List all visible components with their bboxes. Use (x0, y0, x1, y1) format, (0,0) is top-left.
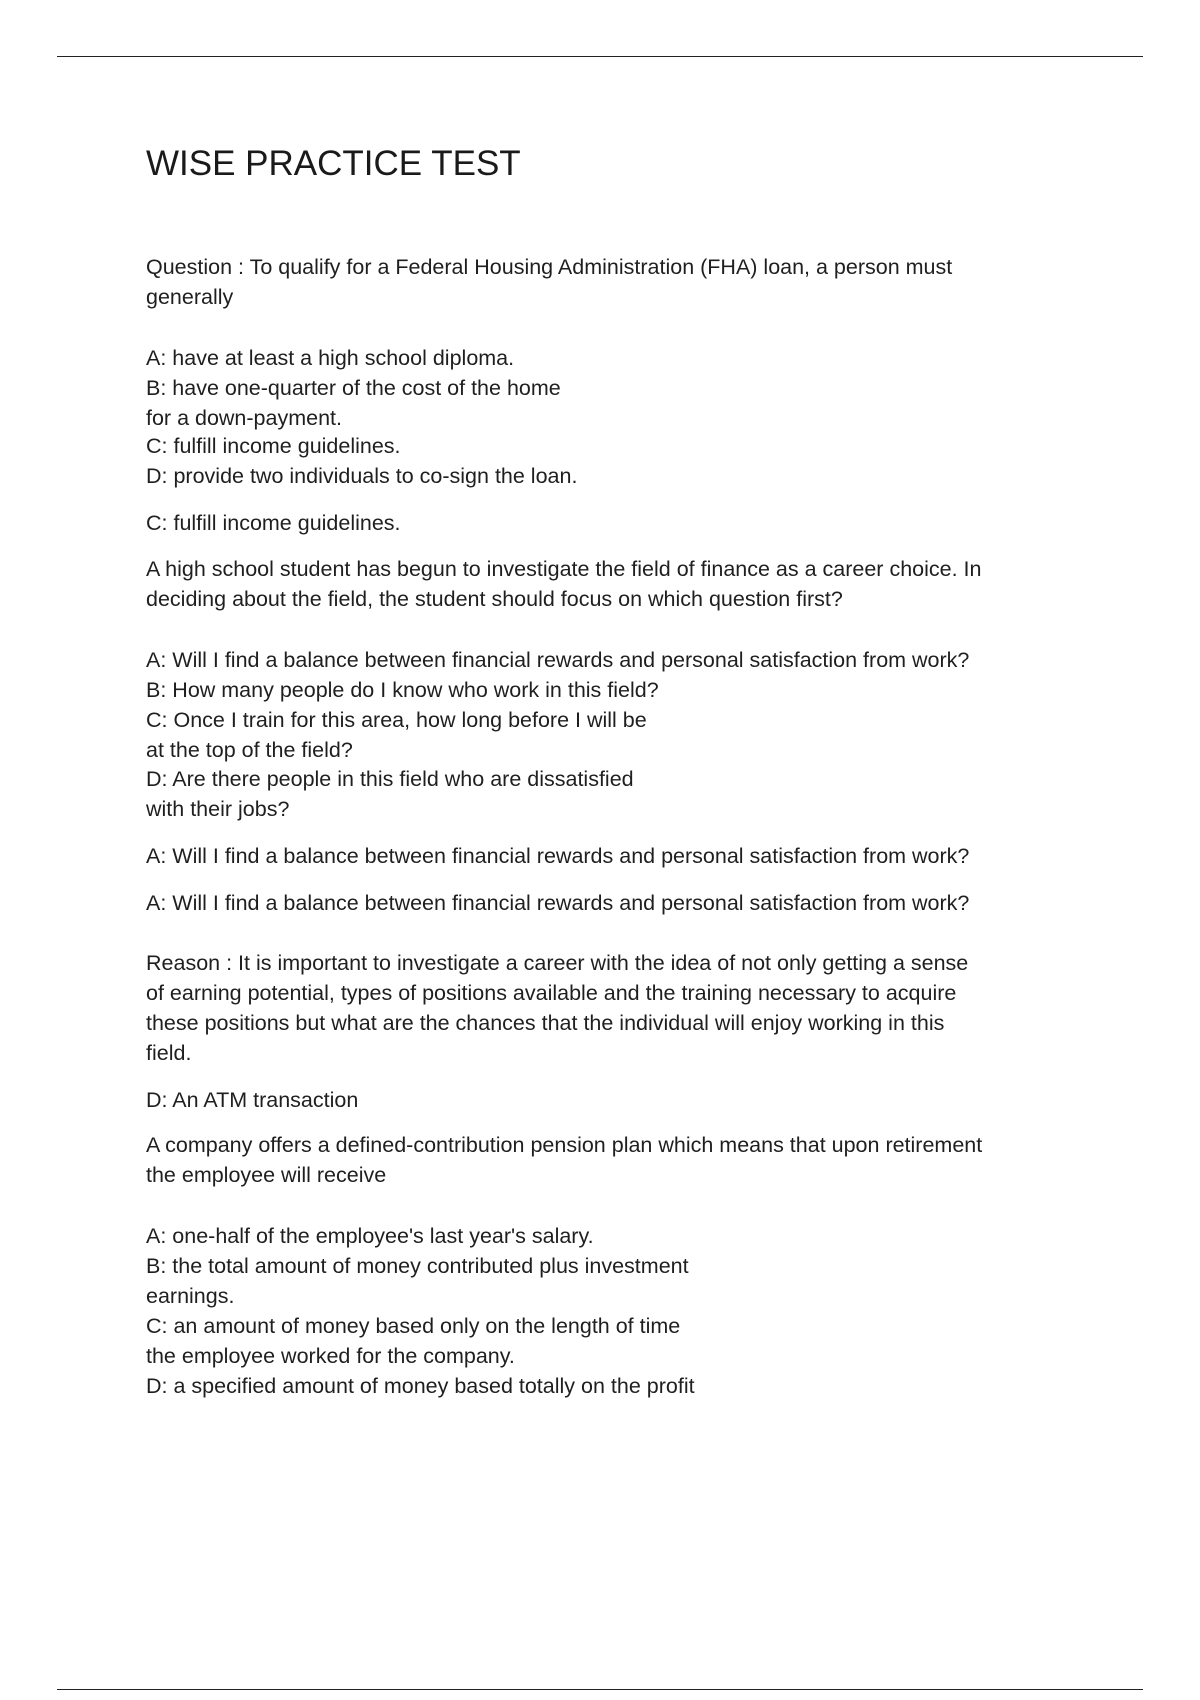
q2-reason-line-3: these positions but what are the chances that the individual will enjoy working in this (146, 1011, 945, 1035)
q3-question-line-1: A company offers a defined-contribution pension plan which means that upon retirement (146, 1133, 983, 1157)
stray-answer: D: An ATM transaction (146, 1088, 359, 1112)
q2-option-d-cont: with their jobs? (146, 797, 290, 821)
q1-option-d: D: provide two individuals to co-sign the loan. (146, 464, 578, 488)
q2-option-b: B: How many people do I know who work in this field? (146, 678, 659, 702)
q2-question-line-2: deciding about the field, the student should focus on which question first? (146, 587, 843, 611)
q3-option-b: B: the total amount of money contributed plus investment (146, 1254, 689, 1278)
q2-answer: A: Will I find a balance between financial rewards and personal satisfaction from work? (146, 844, 970, 868)
q1-option-c: C: fulfill income guidelines. (146, 434, 401, 458)
q3-option-c: C: an amount of money based only on the length of time (146, 1314, 681, 1338)
q2-reason-line-2: of earning potential, types of positions available and the training necessary to acquire (146, 981, 957, 1005)
q1-option-b: B: have one-quarter of the cost of the home (146, 376, 561, 400)
q3-option-a: A: one-half of the employee's last year's salary. (146, 1224, 594, 1248)
q2-reason-line-4: field. (146, 1041, 192, 1065)
document-title: WISE PRACTICE TEST (146, 144, 521, 183)
q2-option-c: C: Once I train for this area, how long before I will be (146, 708, 647, 732)
q1-option-a: A: have at least a high school diploma. (146, 346, 515, 370)
q1-answer: C: fulfill income guidelines. (146, 511, 401, 535)
q3-question-line-2: the employee will receive (146, 1163, 387, 1187)
q2-option-a: A: Will I find a balance between financial rewards and personal satisfaction from work? (146, 648, 970, 672)
bottom-rule (57, 1689, 1143, 1690)
q1-question-line-1: Question : To qualify for a Federal Housing Administration (FHA) loan, a person must (146, 255, 953, 279)
q2-answer-repeat: A: Will I find a balance between financial rewards and personal satisfaction from work? (146, 891, 970, 915)
q1-option-b-cont: for a down-payment. (146, 406, 342, 430)
q2-option-d: D: Are there people in this field who are dissatisfied (146, 767, 634, 791)
q1-question-line-2: generally (146, 285, 234, 309)
q3-option-b-cont: earnings. (146, 1284, 235, 1308)
top-rule (57, 56, 1143, 57)
q2-reason-line-1: Reason : It is important to investigate a career with the idea of not only getting a sense (146, 951, 969, 975)
q2-question-line-1: A high school student has begun to investigate the field of finance as a career choice. In (146, 557, 982, 581)
q3-option-d: D: a specified amount of money based totally on the profit (146, 1374, 695, 1398)
q2-option-c-cont: at the top of the field? (146, 738, 353, 762)
q3-option-c-cont: the employee worked for the company. (146, 1344, 515, 1368)
